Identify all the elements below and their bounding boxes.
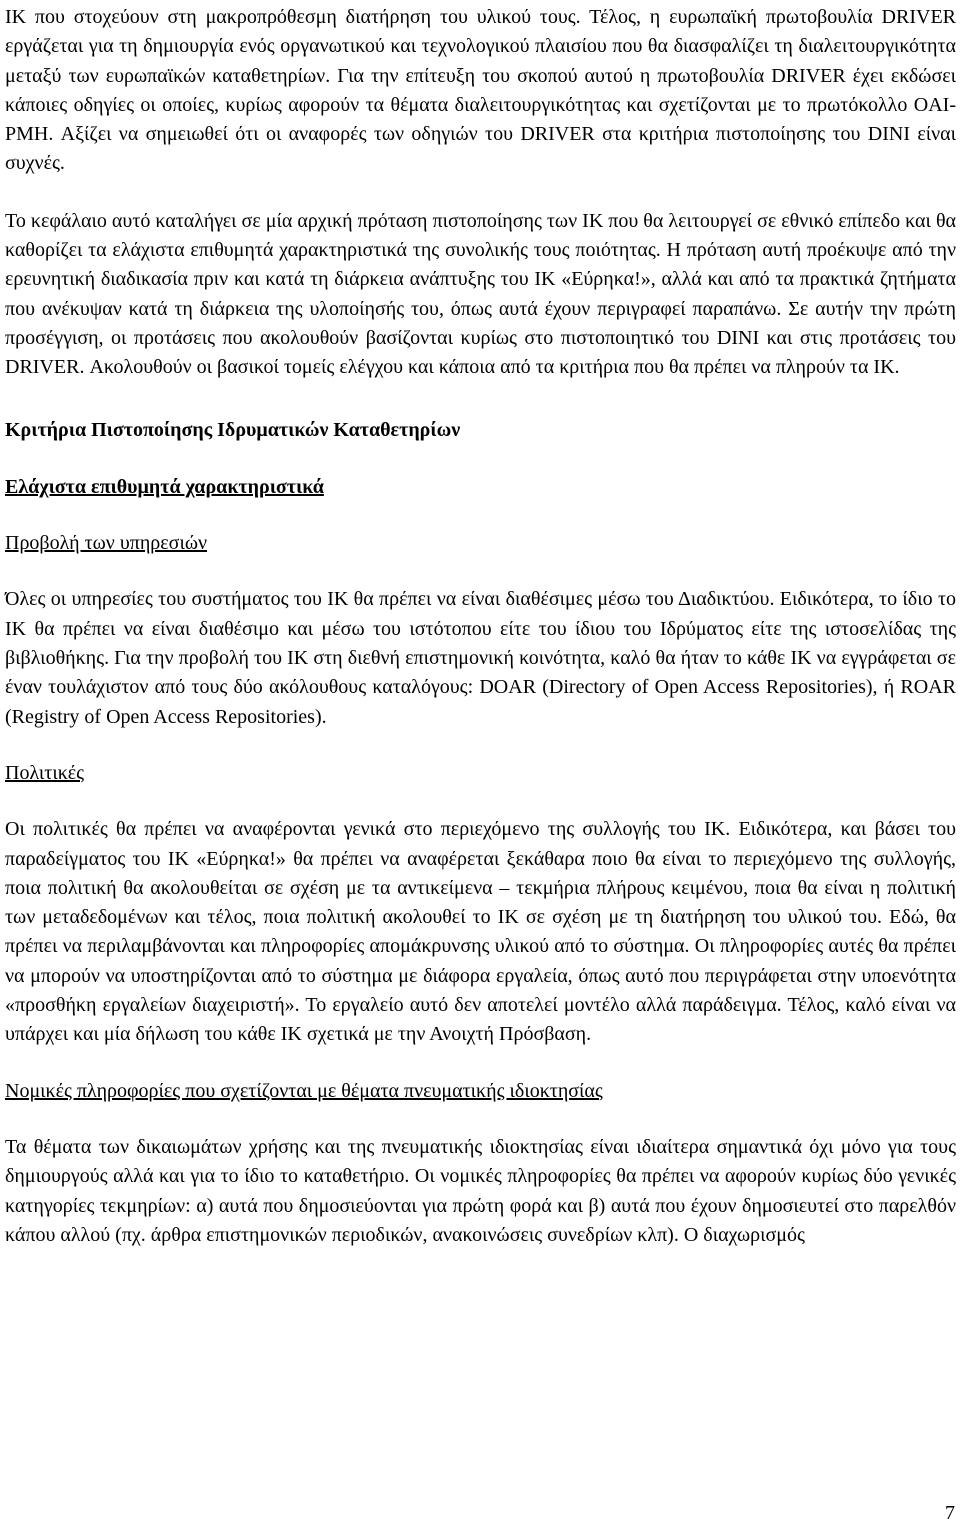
chapter-paragraph: Το κεφάλαιο αυτό καταλήγει σε μία αρχική πρόταση πιστοποίησης των ΙΚ που θα λειτουργεί σε εθνικό επίπεδο και θα καθορίζει τα ελάχιστα επιθυμητά χαρακτηριστικά της συνολικής τους ποιότητας. Η πρόταση αυτή προέκυψε από την ερευνητική διαδικασία πριν και κατά τη διάρκεια ανάπτυξης του ΙΚ «Εύρηκα!», αλλά και από τα πρακτικά ζητήματα που ανέκυψαν κατά τη διάρκεια της υλοποίησής του, όπως αυτά έχουν περιγραφεί παραπάνω. Σε αυτήν την πρώτη προσέγγιση, οι προτάσεις που ακολουθούν βασίζονται κυρίως στο πιστοποιητικό του DINI και στις προτάσεις του DRIVER. Ακολουθούν οι βασικοί τομείς ελέγχου και κάποια από τα κριτήρια που θα πρέπει να πληρούν τα ΙΚ. [5,209,956,379]
document-page [5,0,956,1250]
legal-paragraph: Τα θέματα των δικαιωμάτων χρήσης και της πνευματικής ιδιοκτησίας είναι ιδιαίτερα σημαντικά όχι μόνο για τους δημιουργούς αλλά και για το ίδιο το καταθετήριο. Οι νομικές πληροφορίες θα πρέπει να αφορούν κυρίως δύο γενικές κατηγορίες τεκμηρίων: α) αυτά που δημοσιεύονται για πρώτη φορά και β) αυτά που έχουν δημοσιευτεί στο παρελθόν κάπου αλλού (πχ. άρθρα επιστημονικών περιοδικών, ανακοινώσεις συνεδρίων κλπ). Ο διαχωρισμός [5,1135,956,1246]
policies-paragraph: Οι πολιτικές θα πρέπει να αναφέρονται γενικά στο περιεχόμενο της συλλογής του ΙΚ. Ειδικότερα, και βάσει του παραδείγματος του ΙΚ «Εύρηκα!» θα πρέπει να αναφέρεται ξεκάθαρα ποιο θα είναι το περιεχόμενο της συλλογής, ποια πολιτική θα ακολουθείται σε σχέση με τα αντικείμενα – τεκμήρια πλήρους κειμένου, ποια θα είναι η πολιτική των μεταδεδομένων και τέλος, ποια πολιτική ακολουθεί το ΙΚ σε σχέση με τη διατήρηση του υλικού του. Εδώ, θα πρέπει να περιλαμβάνονται και πληροφορίες απομάκρυνσης υλικού από το σύστημα. Οι πληροφορίες αυτές θα πρέπει να μπορούν να υποστηρίζονται από το σύστημα με διάφορα εργαλεία, όπως αυτό που περιγράφεται στην υποενότητα «προσθήκη εργαλείων διαχειριστή». Το εργαλείο αυτό δεν αποτελεί μοντέλο αλλά παράδειγμα. Τέλος, καλό είναι να υπάρχει και μία δήλωση του κάθε ΙΚ σχετικά με την Ανοιχτή Πρόσβαση. [5,818,956,1046]
intro-paragraph: ΙΚ που στοχεύουν στη μακροπρόθεσμη διατήρηση του υλικού τους. Τέλος, η ευρωπαϊκή πρωτοβουλία DRIVER εργάζεται για τη δημιουργία ενός οργανωτικού και τεχνολογικού πλαισίου που θα διασφαλίζει τη διαλειτουργικότητα μεταξύ των ευρωπαϊκών καταθετηρίων. Για την επίτευξη του σκοπού αυτού η πρωτοβουλία DRIVER έχει εκδώσει κάποιες οδηγίες οι οποίες, κυρίως αφορούν τα θέματα διαλειτουργικότητας και σχετίζονται με το πρωτόκολλο OAI-PMH. Αξίζει να σημειωθεί ότι οι αναφορές των οδηγιών του DRIVER στα κριτήρια πιστοποίησης του DINI είναι συχνές. [5,6,956,175]
minimum-features-heading: Ελάχιστα επιθυμητά χαρακτηριστικά [5,475,324,498]
criteria-heading: Κριτήρια Πιστοποίησης Ιδρυματικών Καταθετηρίων [5,418,461,441]
legal-heading: Νομικές πληροφορίες που σχετίζονται με θέματα πνευματικής ιδιοκτησίας [5,1079,603,1102]
services-heading: Προβολή των υπηρεσιών [5,532,208,555]
page-number: 7 [945,1502,955,1524]
services-paragraph: Όλες οι υπηρεσίες του συστήματος του ΙΚ θα πρέπει να είναι διαθέσιμες μέσω του Διαδικτύου. Ειδικότερα, το ίδιο το ΙΚ θα πρέπει να είναι διαθέσιμο και μέσω του ιστότοπου είτε του ίδιου του Ιδρύματος είτε της ιστοσελίδας της βιβλιοθήκης. Για την προβολή του ΙΚ στη διεθνή επιστημονική κοινότητα, καλό θα ήταν το κάθε ΙΚ να εγγράφεται σε έναν τουλάχιστον από τους δύο ακόλουθους καταλόγους: DOAR (Directory of Open Access Repositories), ή ROAR (Registry of Open Access Repositories). [5,588,956,728]
policies-heading: Πολιτικές [5,761,85,784]
